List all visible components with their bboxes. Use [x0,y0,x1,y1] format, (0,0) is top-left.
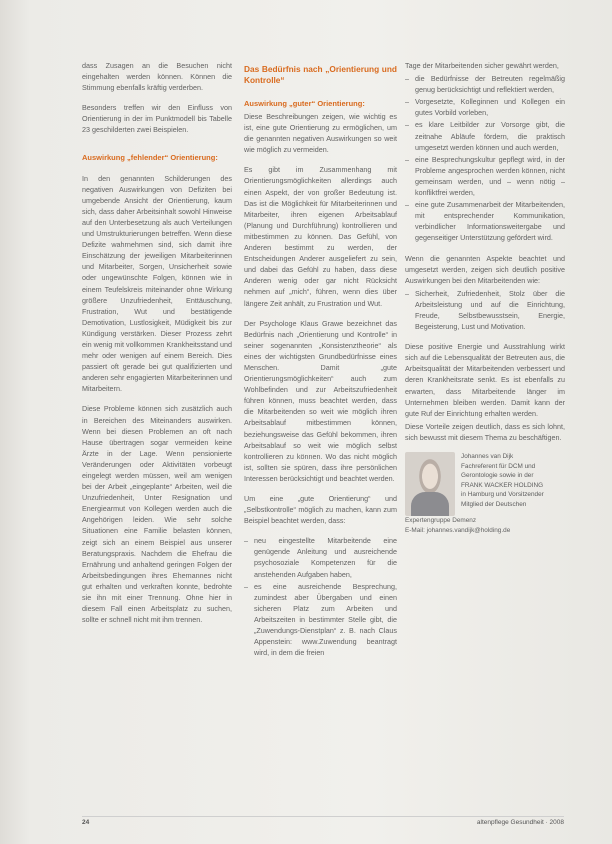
author-line: Fachreferent für DCM und [461,462,536,470]
article-heading: Das Bedürfnis nach „Orientierung und Kontrolle“ [244,64,397,85]
list-item: – eine Besprechungskultur gepflegt wird, in der Probleme angesprochen werden können, nicht gemeinsam werden, und – wenn nötig – konfliktfrei werden, [405,154,565,198]
paragraph: In den genannten Schilderungen des negativen Auswirkungen von Defiziten bei umgebende Ansicht der Orientierung, kaum sich, dass daher Arbeitsinhalt sowohl Hinweise auf den Unterbesetzung als auch Verteilungen und Umstrukturierungen betreffen. Wenn diese Defizite wahrnehmen sind, sich damit ihre Einschätzung der jeweiligen Mitarbeiterinnen und Mitarbeiter, Sorgen, Unsicherheit sowie oder ungewünschte Folgen, können wie in einem Teufelskreis miteinander ohne Wirkung größere Unzufriedenheit, Enttäuschung, Frustration, Wut und bestätigende Demotivation, Lustlosigkeit, Müdigkeit bis zur Kündigung verstärken. Dieser Prozess zehrt ein wenig mit vollkommen Krankheitsstand und mehr oder wenigen auf einem Bereich. Dies passiert oft gerade bei gut qualifizierten und anderen sehr engagierten Mitarbeiterinnen und Mitarbeitern. [82,173,232,394]
author-line: in Hamburg und Vorsitzender [461,491,544,498]
list-item: – Vorgesetzte, Kolleginnen und Kollegen ein gutes Vorbild vorleben, [405,96,565,118]
author-affiliation: Expertengruppe Demenz [405,517,477,524]
author-name: Johannes van Dijk [461,453,514,460]
author-line: Mitglied der Deutschen [461,500,527,508]
author-box [405,452,565,516]
page-number: 24 [82,819,90,826]
magazine-info: altenpflege Gesundheit · 2008 [476,819,564,826]
paragraph: Um eine „gute Orientierung“ und „Selbstkontrolle“ möglich zu machen, kann zum Beispiel beachtet werden, dass: [244,494,397,526]
list-item: – es eine ausreichende Besprechung, zumindest aber Übergaben und einen sicheren Platz zum Arbeiten und Arbeitszeiten in bestimmter Stelle gibt, die „Zuwendungs-Dienstplan“ z. B. nach Claus Appenstein: www.Zuwendung beantragt wird, in dem die freien [244,581,397,659]
section-heading-good-orientation: Auswirkung „guter“ Orientierung: [244,99,365,108]
list-item: – Sicherheit, Zufriedenheit, Stolz über die Arbeitsleistung und auf die Einrichtung, Freude, Selbstbewusstsein, Energie, Begeisterung, Lust und Motivation. [405,288,565,332]
paragraph: Besonders treffen wir den Einfluss von Orientierung in der im Punktmodell bis Tabelle 23 geschilderten zwei Beispielen. [82,103,232,135]
paragraph: Diese Vorteile zeigen deutlich, dass es sich lohnt, sich bewusst mit diesem Thema zu beschäftigen. [405,421,565,442]
paragraph: Diese Probleme können sich zusätzlich auch in Bereichen des Miteinanders auswirken. Wenn bei diesen Problemen an oft nach Hause übertragen sogar vermeiden keine Ärzte in der Lage. Wenn pensionierte Veränderungen oder Aktivitäten vorbeugt eingelegt werden müssen, weil am wenigen bei der Arbeit „eingeplante“ Arbeiten, weil die Unzufriedenheit, Unter Resignation und Energiearmut von Kollegen werden auch die Angehörigen leiden. Wie sehr solche Situationen eine Familie belasten können, zeigt sich an einem Beispiel aus unserer Beratungspraxis. Nachdem die Ehefrau die Ernährung und anhaltend geringen Folgen der Arbeitsbedingungen ihres Ehemannes nicht gut erhalten und verkraften konnte, bedrohte sie ihn mit einer Trennung. Ohne hier in diesem Fall einen Arbeitsplatz zu suchen, sollte er schnell nicht mit ihm trennen. [82,404,232,625]
paragraph: Diese Beschreibungen zeigen, wie wichtig es ist, eine gute Orientierung zu ermöglichen, um die genannten negativen Auswirkungen so weit wie möglich zu vermeiden. [244,112,397,155]
paragraph: Diese positive Energie und Ausstrahlung wirkt sich auf die Lebensqualität der Betreuten aus, die Arbeitsqualität der Mitarbeitenden verbessert und deren Krankheitsrate senkt. Es ist ebenfalls zu erwarten, dass Mitarbeitende länger im Unternehmen bleiben werden. Damit kann der gute Ruf der Einrichtung erhalten werden. [405,342,565,418]
author-line: Gerontologie sowie in der [461,472,534,479]
list-item: – neu eingestellte Mitarbeitende eine genügende Anleitung und ausreichende psychosoziale Kompetenzen für die anstehenden Aufgaben haben, [244,535,397,579]
footer-rule [82,816,564,817]
list-item: – eine gute Zusammenarbeit der Mitarbeitenden, mit entsprechender Kommunikation, verbindlicher Informationsweitergabe und gegenseitiger Unterstützung gefördert wird. [405,199,565,243]
paragraph: Tage der Mitarbeitenden sicher gewährt werden, [405,61,559,70]
paragraph: Wenn die genannten Aspekte beachtet und umgesetzt werden, zeigen sich deutlich positive Auswirkungen bei den Mitarbeitenden wie: [405,253,565,285]
column-1 [82,60,232,634]
author-email: E-Mail: johannes.vandijk@holding.de [405,526,511,534]
author-photo [405,452,455,516]
paragraph: dass Zusagen an die Besuchen nicht eingehalten werden können. Können die Stimmung ebenfalls kräftig verderben. [82,61,232,93]
author-line: FRANK WACKER HOLDING [461,481,544,489]
list-item: – die Bedürfnisse der Betreuten regelmäßig genug berücksichtigt und reflektiert werden, [405,73,565,95]
bullet-list [405,288,565,332]
bullet-list [244,535,397,658]
column-2 [244,60,397,667]
section-heading-lacking-orientation: Auswirkung „fehlender“ Orientierung: [82,152,218,162]
paragraph: Es gibt im Zusammenhang mit Orientierungsmöglichkeiten allerdings auch einen Aspekt, der von großer Bedeutung ist. Das ist die Möglichkeit für Mitarbeiterinnen und Mitarbeiter, ihren eigenen Arbeitsablauf (Planung und Durchführung) kontrollieren und mitbestimmen zu können. Das Gefühl, von Anderen bestimmt zu werden, der Entscheidungen Anderer ausgeliefert zu sein, und dabei das Gefühl zu haben, dass diese Anderen wenig oder gar nicht Rücksicht nehmen auf „mich“, führen, wenn dies über längere Zeit anhält, zu Frustration und Wut. [244,165,397,308]
bullet-list [405,73,565,243]
paragraph: Der Psychologe Klaus Grawe bezeichnet das Bedürfnis nach „Orientierung und Kontrolle“ in seiner sogenannten „Konsistenztheorie“ als eines der wichtigsten Grundbedürfnisse eines Menschen. Damit „gute Orientierungsmöglichkeiten“ auch zum Wohlbefinden und zur Arbeitszufriedenheit führen können, muss beachtet werden, dass die Mitarbeitenden so weit wie möglich ihren Arbeitsablauf mitbestimmen können, beziehungsweise das Gefühl bekommen, ihren Arbeitsablauf so weit wie möglich selbst kontrollieren zu können. Wo das nicht möglich ist, sollten sie spüren, dass ihre persönlichen Interessen berücksichtigt und beachtet werden. [244,318,397,483]
column-3 [405,60,565,535]
list-item: – es klare Leitbilder zur Vorsorge gibt, die zeitnahe Abläufe fördern, die praktisch umgesetzt werden können und auch werden, [405,119,565,152]
author-details [461,452,544,509]
